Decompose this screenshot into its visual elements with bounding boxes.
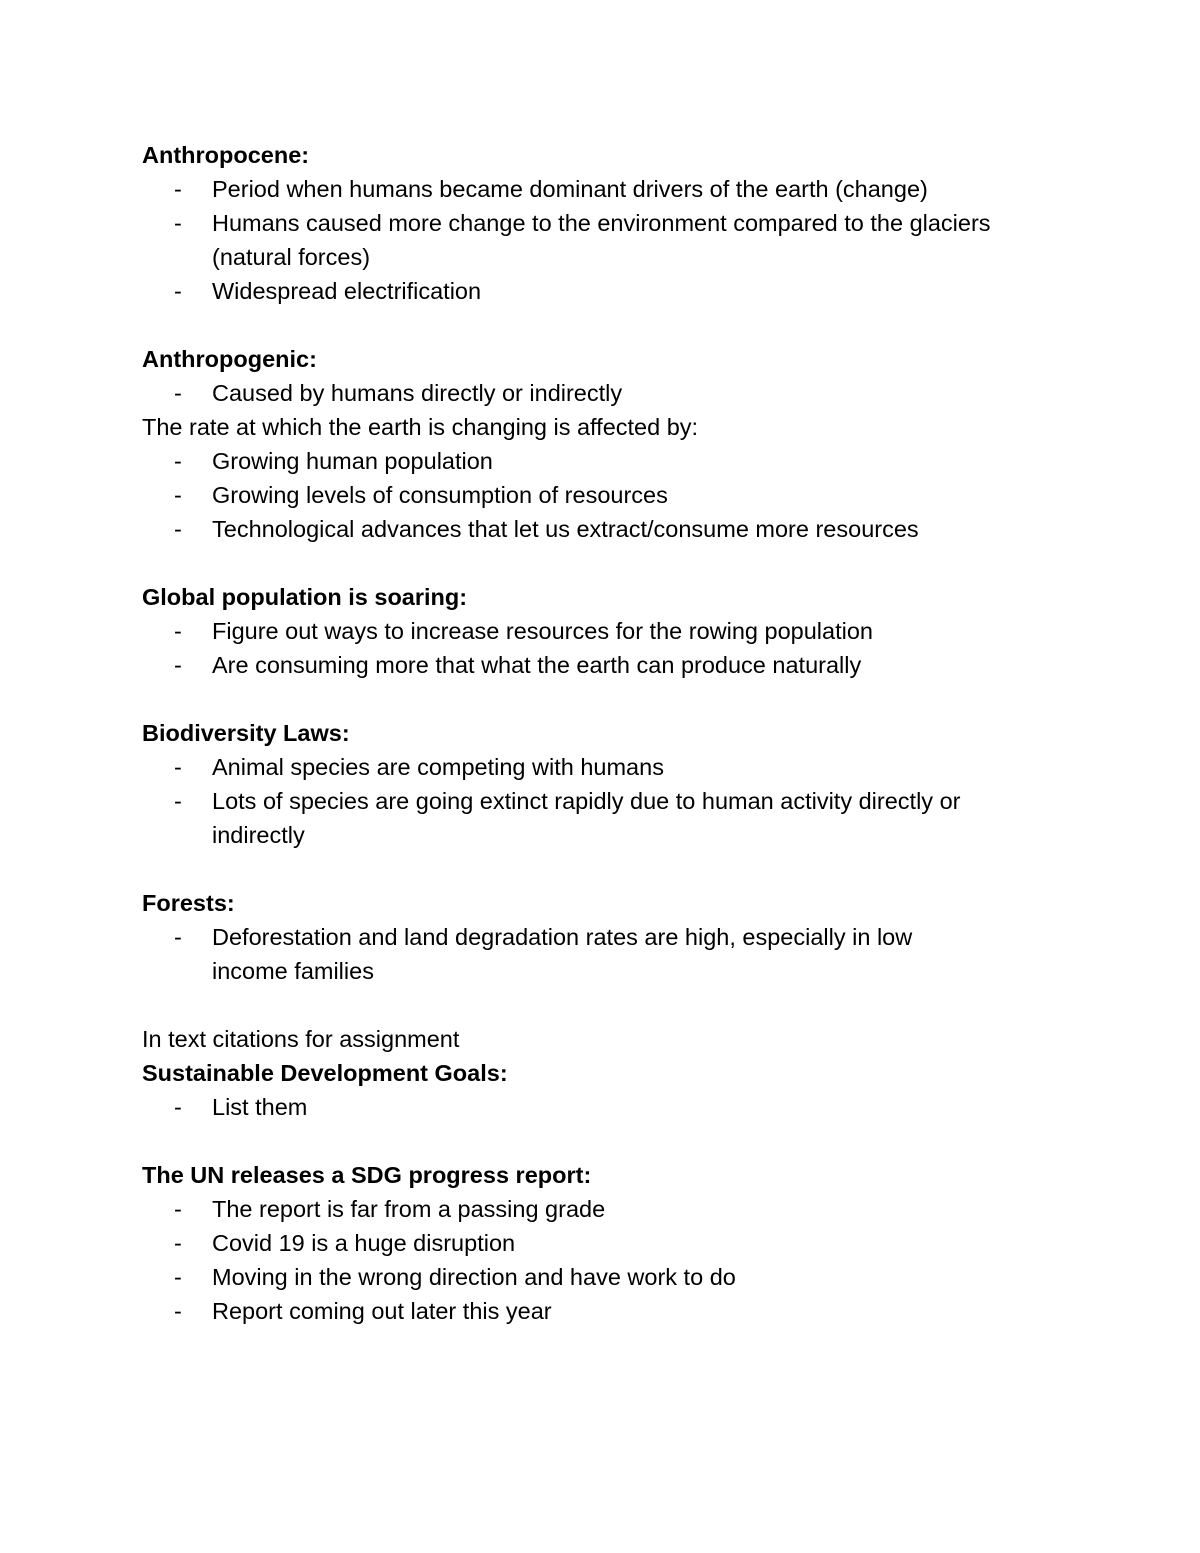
list-sdg bbox=[142, 1090, 1102, 1124]
list-population bbox=[142, 614, 1102, 682]
spacer bbox=[142, 308, 1102, 342]
list-item: - Figure out ways to increase resources for the rowing population bbox=[142, 614, 1102, 648]
dash-bullet: - bbox=[174, 278, 182, 304]
spacer bbox=[142, 852, 1102, 886]
list-item: - Humans caused more change to the environment compared to the glaciers (natural forces) bbox=[142, 206, 1102, 274]
list-item: - Deforestation and land degradation rates are high, especially in low income families bbox=[142, 920, 1102, 988]
heading-forests: Forests: bbox=[142, 890, 235, 916]
spacer bbox=[142, 988, 1102, 1022]
list-rate-factors bbox=[142, 444, 1102, 546]
list-item: - List them bbox=[142, 1090, 1102, 1124]
list-item: - Are consuming more that what the earth can produce naturally bbox=[142, 648, 1102, 682]
list-item: - Moving in the wrong direction and have work to do bbox=[142, 1260, 1102, 1294]
list-anthropogenic bbox=[142, 376, 1102, 410]
dash-bullet: - bbox=[174, 380, 182, 406]
dash-bullet: - bbox=[174, 1230, 182, 1256]
heading-anthropogenic: Anthropogenic: bbox=[142, 346, 317, 372]
list-item: - Growing human population bbox=[142, 444, 1102, 478]
list-anthropocene bbox=[142, 172, 1102, 308]
spacer bbox=[142, 682, 1102, 716]
dash-bullet: - bbox=[174, 652, 182, 678]
list-forests bbox=[142, 920, 1102, 988]
list-un-report bbox=[142, 1192, 1102, 1328]
dash-bullet: - bbox=[174, 482, 182, 508]
dash-bullet: - bbox=[174, 1264, 182, 1290]
dash-bullet: - bbox=[174, 1094, 182, 1120]
dash-bullet: - bbox=[174, 516, 182, 542]
dash-bullet: - bbox=[174, 754, 182, 780]
list-item: - Report coming out later this year bbox=[142, 1294, 1102, 1328]
rate-text: The rate at which the earth is changing is affected by: bbox=[142, 414, 699, 440]
list-item: - Covid 19 is a huge disruption bbox=[142, 1226, 1102, 1260]
dash-bullet: - bbox=[174, 924, 182, 950]
heading-biodiversity: Biodiversity Laws: bbox=[142, 720, 350, 746]
heading-anthropocene: Anthropocene: bbox=[142, 142, 310, 168]
dash-bullet: - bbox=[174, 1298, 182, 1324]
list-biodiversity bbox=[142, 750, 1102, 852]
spacer bbox=[142, 546, 1102, 580]
citations-note: In text citations for assignment bbox=[142, 1026, 460, 1052]
list-item: - Lots of species are going extinct rapidly due to human activity directly or indirectly bbox=[142, 784, 1102, 852]
list-item: - Caused by humans directly or indirectly bbox=[142, 376, 1102, 410]
list-item: - Technological advances that let us extract/consume more resources bbox=[142, 512, 1102, 546]
dash-bullet: - bbox=[174, 448, 182, 474]
heading-un-report: The UN releases a SDG progress report: bbox=[142, 1162, 592, 1188]
dash-bullet: - bbox=[174, 788, 182, 814]
dash-bullet: - bbox=[174, 210, 182, 236]
dash-bullet: - bbox=[174, 618, 182, 644]
list-item: - Widespread electrification bbox=[142, 274, 1102, 308]
list-item: - Growing levels of consumption of resources bbox=[142, 478, 1102, 512]
document-page bbox=[142, 138, 1102, 1328]
heading-sdg: Sustainable Development Goals: bbox=[142, 1060, 508, 1086]
dash-bullet: - bbox=[174, 176, 182, 202]
spacer bbox=[142, 1124, 1102, 1158]
list-item: - The report is far from a passing grade bbox=[142, 1192, 1102, 1226]
list-item: - Period when humans became dominant drivers of the earth (change) bbox=[142, 172, 1102, 206]
heading-population: Global population is soaring: bbox=[142, 584, 468, 610]
list-item: - Animal species are competing with humans bbox=[142, 750, 1102, 784]
dash-bullet: - bbox=[174, 1196, 182, 1222]
